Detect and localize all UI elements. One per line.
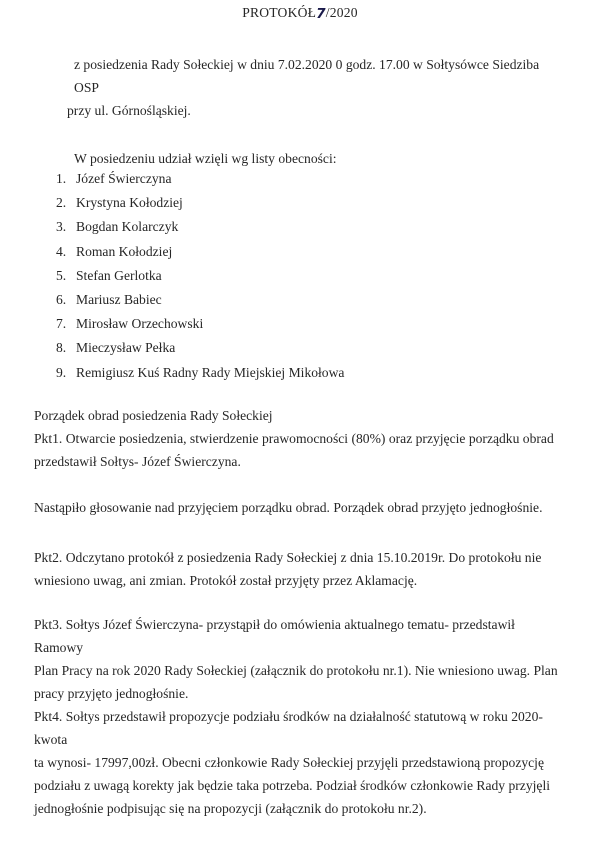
attendee-number: 5. [56, 267, 67, 283]
attendee-list [56, 170, 536, 388]
list-item [56, 267, 536, 291]
document-title [0, 4, 600, 22]
pkt2-line-1: Pkt2. Odczytano protokół z posiedzenia Rady Sołeckiej z dnia 15.10.2019r. Do protokołu nie [34, 550, 542, 565]
list-item [56, 291, 536, 315]
attendee-number: 2. [56, 195, 67, 211]
pkt4-paragraph [34, 705, 564, 820]
list-item [56, 170, 536, 194]
intro-line-2: przy ul. Górnośląskiej. [67, 103, 191, 118]
list-item [56, 194, 536, 218]
pkt3-line-1: Pkt3. Sołtys Józef Świerczyna- przystąpił do omówienia aktualnego tematu- przedstawił Ramowy [34, 617, 515, 655]
pkt1-line-2: przedstawił Sołtys- Józef Świerczyna. [34, 454, 241, 469]
list-item [56, 315, 536, 339]
attendee-number: 7. [56, 316, 67, 332]
pkt3-paragraph [34, 613, 564, 705]
attendee-number: 9. [56, 364, 67, 380]
attendee-name: Józef Świerczyna [76, 171, 172, 186]
title-year: /2020 [325, 5, 358, 20]
list-item [56, 364, 536, 388]
attendee-number: 6. [56, 291, 67, 307]
list-item [56, 218, 536, 242]
attendee-name: Stefan Gerlotka [76, 267, 162, 283]
attendee-number: 3. [56, 219, 67, 235]
pkt4-line-3: podziału z uwagą korekty jak będzie taka potrzeba. Podział środków członkowie Rady przyjęli [34, 778, 551, 793]
title-prefix: PROTOKÓŁ [242, 5, 317, 20]
attendee-name: Roman Kołodziej [76, 243, 173, 259]
attendee-name: Remigiusz Kuś Radny Rady Miejskiej Mikołowa [76, 364, 345, 380]
vote-paragraph: Nastąpiło głosowanie nad przyjęciem porządku obrad. Porządek obrad przyjęto jednogłośnie. [34, 500, 543, 515]
pkt1-line-1: Pkt1. Otwarcie posiedzenia, stwierdzenie prawomocności (80%) oraz przyjęcie porządku obrad [34, 431, 554, 446]
pkt3-line-2: Plan Pracy na rok 2020 Rady Sołeckiej (załącznik do protokołu nr.1). Nie wniesiono uwag. Plan [34, 663, 558, 678]
handwritten-protocol-number: 7 [316, 6, 326, 22]
agenda-heading: Porządek obrad posiedzenia Rady Sołeckiej [34, 408, 273, 423]
pkt4-line-4: jednogłośnie podpisując się na propozycji (załącznik do protokołu nr.2). [34, 801, 427, 816]
pkt4-line-2: ta wynosi- 17997,00zł. Obecni członkowie Rady Sołeckiej przyjęli przedstawioną propozycję [34, 755, 544, 770]
agenda-section [34, 404, 564, 473]
attendee-name: Krystyna Kołodziej [76, 195, 183, 211]
attendee-number: 8. [56, 340, 67, 356]
pkt2-paragraph [34, 546, 564, 592]
attendee-number: 4. [56, 243, 67, 259]
attendee-name: Bogdan Kolarczyk [76, 219, 179, 235]
intro-paragraph [67, 53, 554, 122]
list-item [56, 243, 536, 267]
pkt3-line-3: pracy przyjęto jednogłośnie. [34, 686, 189, 701]
intro-line-1: z posiedzenia Rady Sołeckiej w dniu 7.02.2020 0 godz. 17.00 w Sołtysówce Siedziba OSP [74, 57, 540, 95]
attendee-name: Mirosław Orzechowski [76, 316, 204, 332]
pkt2-line-2: wniesiono uwag, ani zmian. Protokół został przyjęty przez Aklamację. [34, 573, 418, 588]
attendance-heading: W posiedzeniu udział wzięli wg listy obecności: [74, 151, 337, 166]
attendee-name: Mariusz Babiec [76, 291, 162, 307]
attendee-name: Mieczysław Pełka [76, 340, 176, 356]
pkt4-line-1: Pkt4. Sołtys przedstawił propozycje podziału środków na działalność statutową w roku 2020- kwota [34, 709, 543, 747]
attendee-number: 1. [56, 171, 67, 186]
list-item [56, 339, 536, 363]
